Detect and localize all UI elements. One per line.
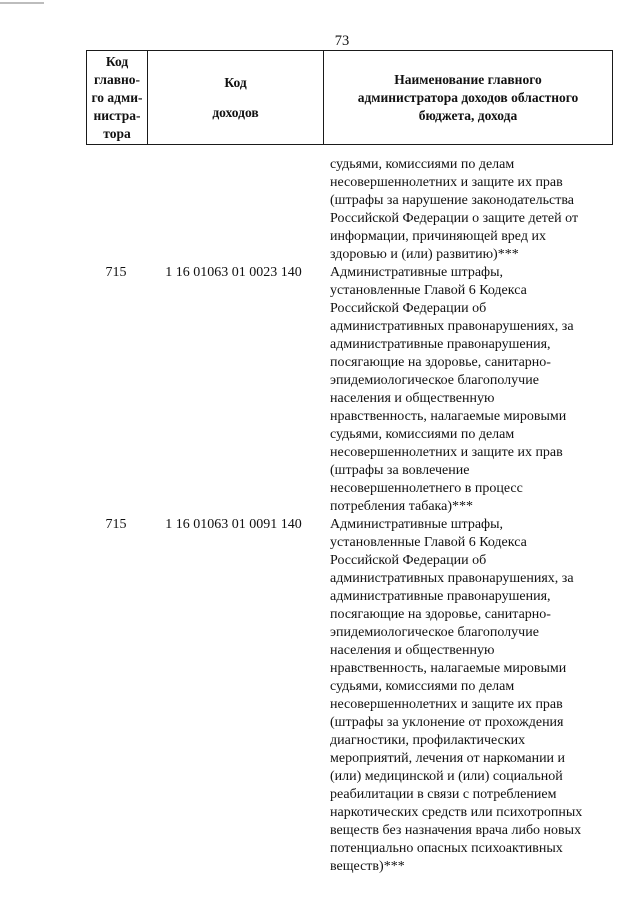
income-name-cell: судьями, комиссиями по делам несовершеннолетних и защите их прав (штрафы за нарушение законодательства Российской Федерации о защите детей от информации, причиняющей вред их здоровью и (или) развитию)*** [330,157,579,262]
header-name [324,51,613,145]
table-row [86,156,613,264]
header-name-line: бюджета, дохода [418,107,518,123]
header-admin-code [87,51,148,145]
income-code-cell: 1 16 01063 01 0023 140 [165,265,302,280]
table-row [86,264,613,516]
admin-code-cell: 715 [105,517,127,532]
page-number: 73 [334,33,350,49]
header-admin-code-line: нистра- [93,107,141,123]
table-row [86,516,613,876]
scan-edge-mark [0,2,44,4]
admin-code-cell: 715 [105,265,127,280]
table-header [86,50,613,145]
income-code-cell: 1 16 01063 01 0091 140 [165,517,302,532]
header-income-code-line: Код [224,74,247,90]
table-body [86,156,613,876]
income-name-cell: Административные штрафы, установленные Главой 6 Кодекса Российской Федерации об административных правонарушениях, за административные правонарушения, посягающие на здоровье, санитарно- эпидемиологическое благополучие населения и общественную нравственность, налагаемые мировыми судьями, комиссиями по делам несовершеннолетних и защите их прав (штрафы за уклонение от прохождения диагностики, профилактических мероприятий, лечения от наркомании и (или) медицинской и (или) социальной реабилитации в связи с потреблением наркотических средств или психотропных веществ без назначения врача либо новых потенциально опасных психоактивных веществ)*** [330,517,583,874]
header-name-line: Наименование главного [394,71,542,87]
income-name-cell: Административные штрафы, установленные Главой 6 Кодекса Российской Федерации об административных правонарушениях, за административные правонарушения, посягающие на здоровье, санитарно- эпидемиологическое благополучие населения и общественную нравственность, налагаемые мировыми судьями, комиссиями по делам несовершеннолетних и защите их прав (штрафы за вовлечение несовершеннолетнего в процесс потребления табака)*** [330,265,574,514]
header-income-code [148,51,324,145]
header-name-line: администратора доходов областного [357,89,579,105]
header-admin-code-line: главно- [93,71,141,87]
header-admin-code-line: тора [103,125,131,141]
header-admin-code-line: го адми- [91,89,143,105]
header-admin-code-line: Код [105,53,129,69]
header-income-code-line: доходов [212,104,259,120]
